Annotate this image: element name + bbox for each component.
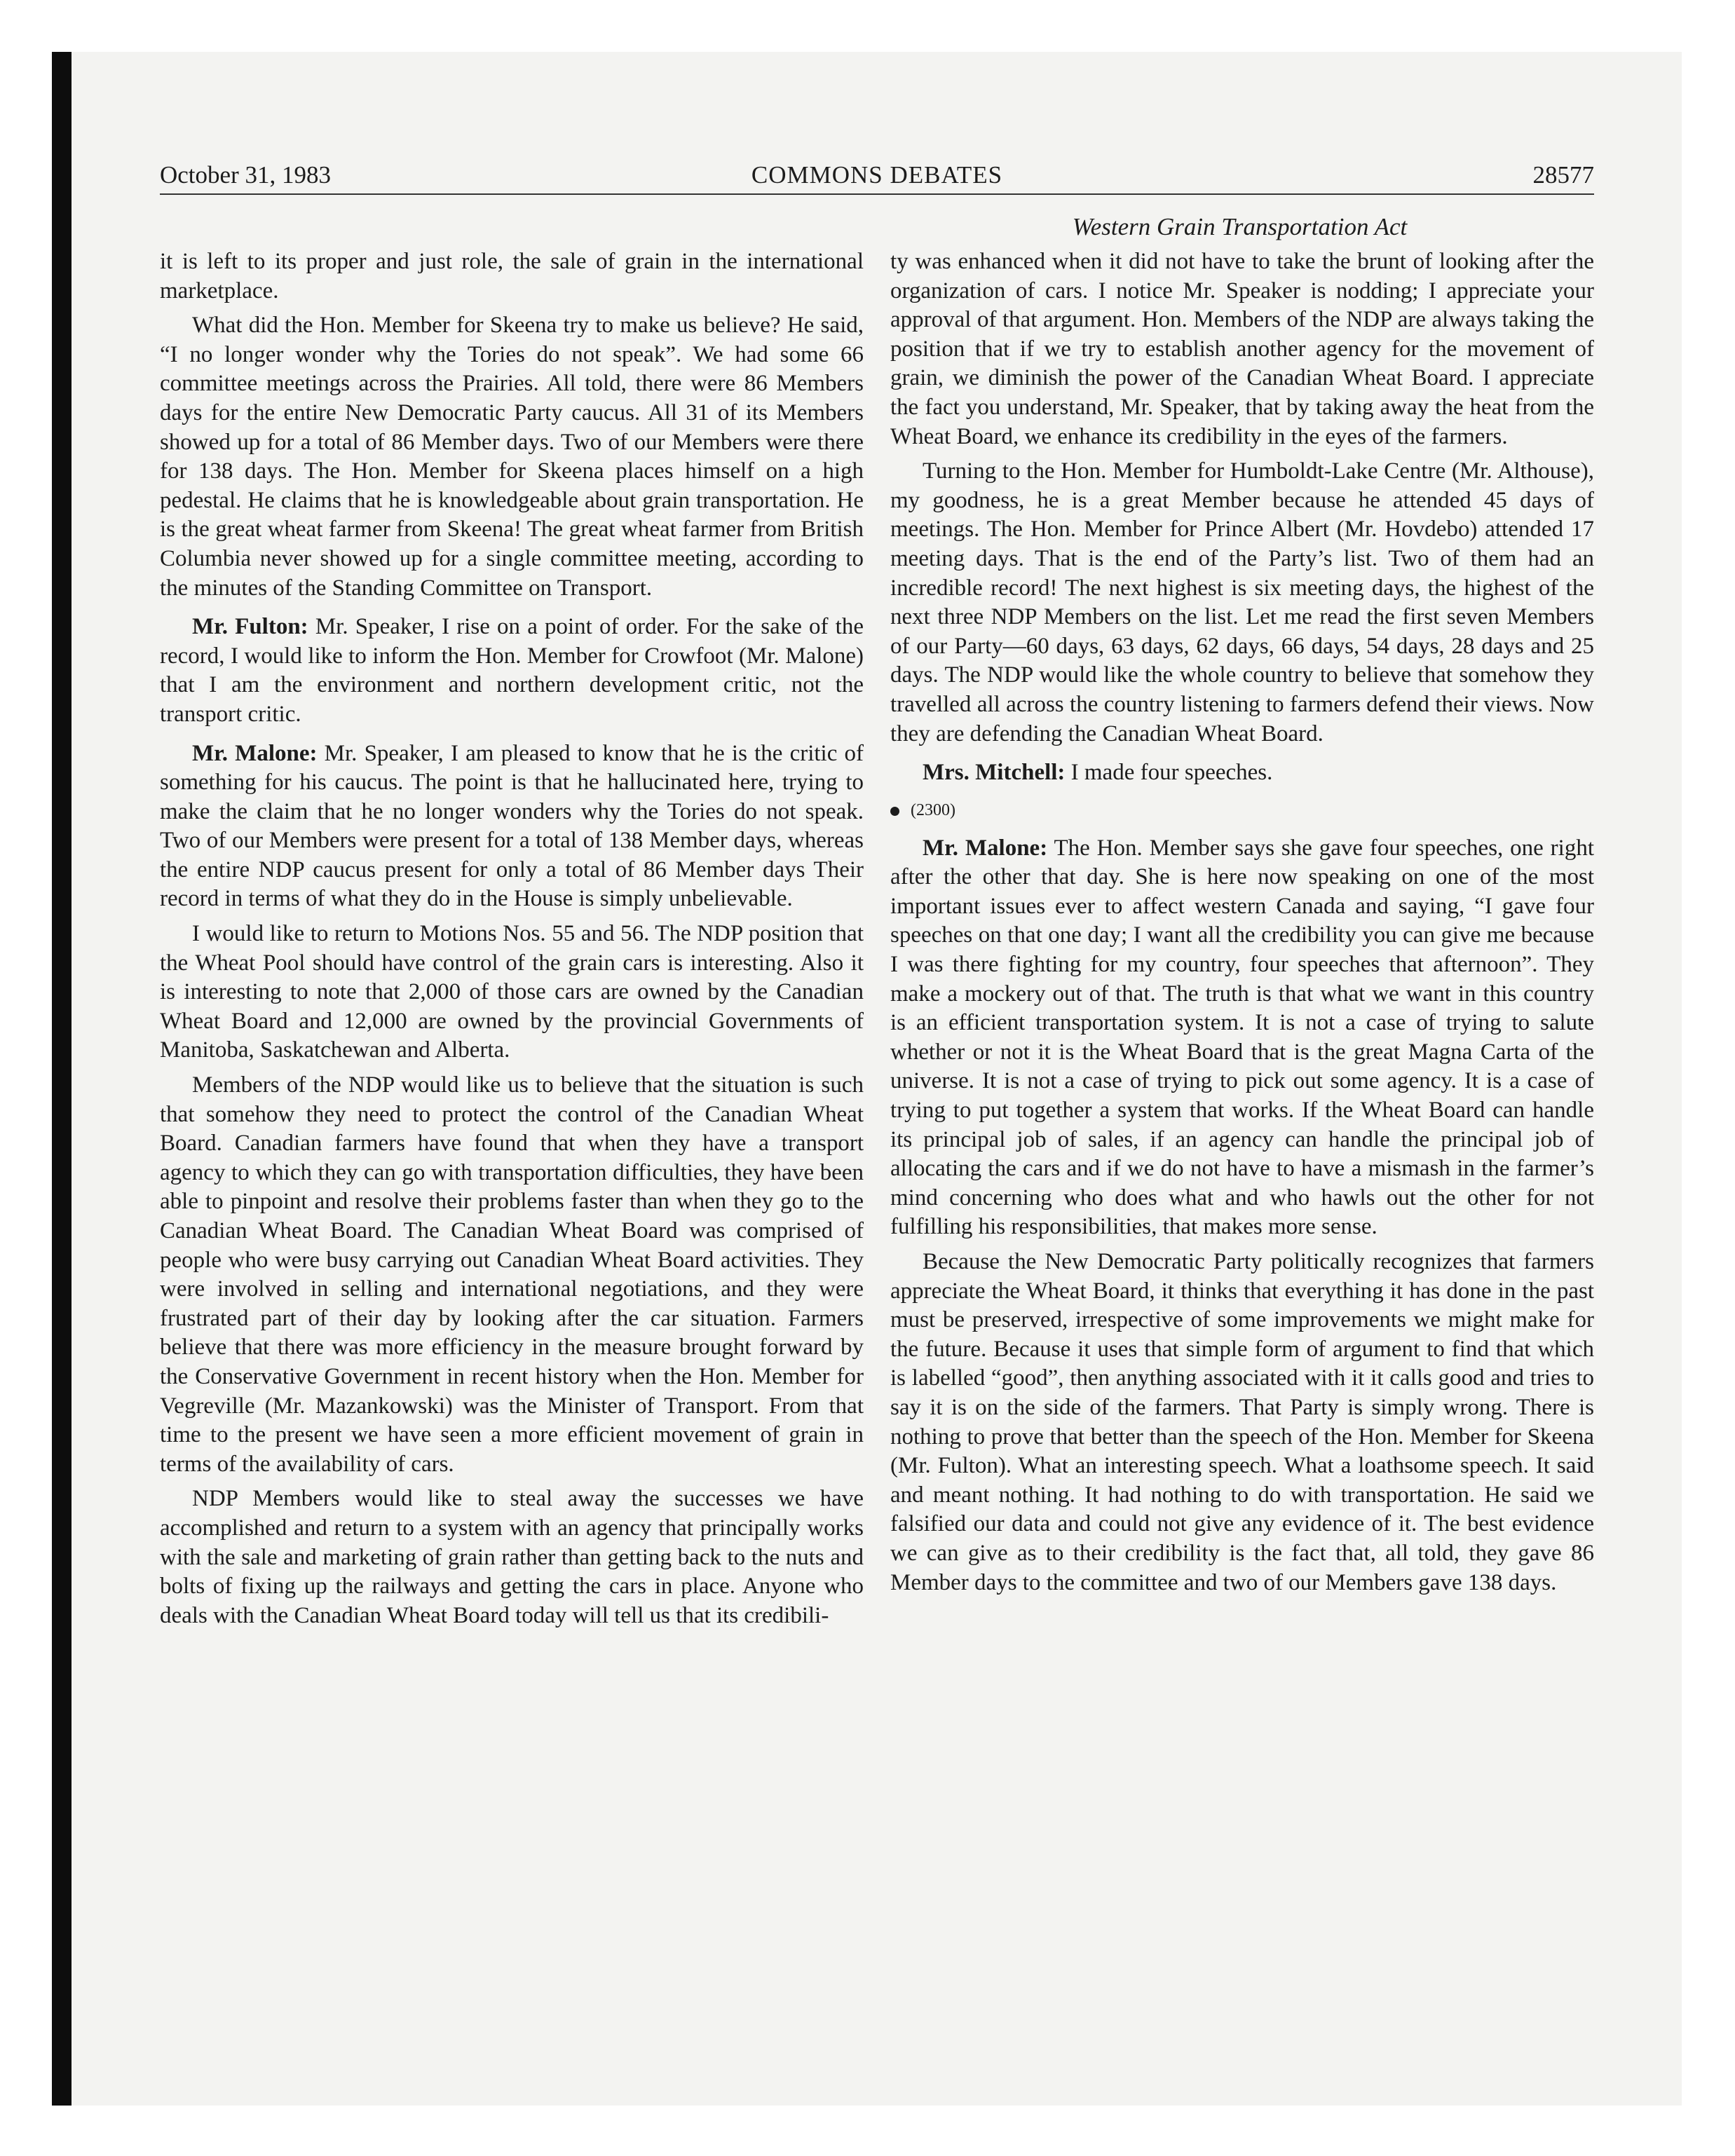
speech-paragraph bbox=[160, 739, 864, 915]
speech-paragraph bbox=[890, 758, 1594, 788]
right-column bbox=[890, 247, 1594, 1597]
paragraph: it is left to its proper and just role, the sale of grain in the international marketplace. bbox=[160, 249, 864, 303]
running-head: Western Grain Transportation Act bbox=[1072, 213, 1408, 240]
speech-text: The Hon. Member says she gave four speeches, one right after the other that day. She is here now speaking on one of the most important issues ever to affect western Canada and saying, “I gave four speeches on that one day; I want all the credibility you can give me because I was there fighting for my country, four speeches that afternoon”. They make a mockery out of that. The truth is that what we want in this country is an efficient transportation system. It is not a case of trying to salute whether or not it is the Wheat Board that is the great Magna Carta of the universe. It is not a case of trying to pick out some agency. It is a case of trying to put together a system that works. If the Wheat Board can handle its principal job of sales, if an agency can handle the principal job of allocating the cars and if we do not have to have a mismash in the farmer’s mind concerning who does what and who hawls out the other for not fulfilling his responsibilities, that makes more sense. bbox=[890, 835, 1594, 1240]
time-marker bbox=[890, 796, 1594, 824]
page-header bbox=[160, 158, 1594, 192]
paragraph: Members of the NDP would like us to believe that the situation is such that somehow they need to protect the control of the Canadian Wheat Board. Canadian farmers have found that when they have a transport agency to which they can go with transportation difficulties, they have been able to pinpoint and resolve their problems faster than when they go to the Canadian Wheat Board. The Canadian Wheat Board was comprised of people who were busy carrying out Canadian Wheat Board activities. They were involved in selling and international negotiations, and they were frustrated part of their day by looking after the car situation. Farmers believe that there was more efficiency in the measure brought forward by the Conservative Government in recent history when the Hon. Member for Vegreville (Mr. Mazankowski) was the Minister of Transport. From that time to the present we have seen a more efficient movement of grain in terms of the availability of cars. bbox=[160, 1072, 864, 1477]
speaker-name: Mr. Malone: bbox=[923, 835, 1048, 861]
left-column bbox=[160, 247, 864, 1630]
paragraph: I would like to return to Motions Nos. 55 and 56. The NDP position that the Wheat Pool should have control of the grain cars is interesting. Also it is interesting to note that 2,000 of those cars are owned by the Canadian Wheat Board and 12,000 are owned by the provincial Governments of Manitoba, Saskatchewan and Alberta. bbox=[160, 921, 864, 1063]
time-marker-text: (2300) bbox=[911, 800, 955, 819]
paragraph: ty was enhanced when it did not have to take the brunt of looking after the organization of cars. I notice Mr. Speaker is nodding; I appreciate your approval of that argument. Hon. Members of the NDP are always taking the position that if we try to establish another agency for the movement of grain, we diminish the power of the Canadian Wheat Board. I appreciate the fact you understand, Mr. Speaker, that by taking away the heat from the Wheat Board, we enhance its credibility in the eyes of the farmers. bbox=[890, 249, 1594, 449]
paragraph: NDP Members would like to steal away the successes we have accomplished and return to a system with an agency that principally works with the sale and marketing of grain rather than getting back to the nuts and bolts of fixing up the railways and getting the cars in place. Anyone who deals with the Canadian Wheat Board today will tell us that its credibili- bbox=[160, 1486, 864, 1628]
speech-text: Mr. Speaker, I am pleased to know that he is the critic of something for his caucus. The point is that he hallucinated here, trying to make the claim that he no longer wonders why the Tories do not speak. Two of our Members were present for a total of 138 Member days, whereas the entire NDP caucus present for only a total of 86 Member days Their record in terms of what they do in the House is simply unbelievable. bbox=[160, 740, 864, 912]
speech-text: I made four speeches. bbox=[1070, 760, 1273, 786]
paragraph: What did the Hon. Member for Skeena try to make us believe? He said, “I no longer wonder why the Tories do not speak”. We had some 66 committee meetings across the Prairies. All told, there were 86 Members days for the entire New Democratic Party caucus. All 31 of its Members showed up for a total of 86 Member days. Two of our Members were there for 138 days. The Hon. Member for Skeena places himself on a high pedestal. He claims that he is knowledgeable about grain transportation. He is the great wheat farmer from Skeena! The great wheat farmer from British Columbia never showed up for a single committee meeting, according to the minutes of the Standing Committee on Transport. bbox=[160, 313, 864, 601]
scan-edge-shadow bbox=[52, 52, 72, 2106]
header-date: October 31, 1983 bbox=[160, 161, 331, 189]
speech-paragraph bbox=[890, 834, 1594, 1242]
paragraph: Turning to the Hon. Member for Humboldt-Lake Centre (Mr. Althouse), my goodness, he is a great Member because he attended 45 days of meetings. The Hon. Member for Prince Albert (Mr. Hovdebo) attended 17 meeting days. That is the end of the Party’s list. Two of them had an incredible record! The next highest is six meeting days, the highest of the next three NDP Members on the list. Let me read the first seven Members of our Party—60 days, 63 days, 62 days, 66 days, 54 days, 28 days and 25 days. The NDP would like the whole country to believe that somehow they travelled all across the country listening to farmers defend their views. Now they are defending the Canadian Wheat Board. bbox=[890, 458, 1594, 746]
speaker-name: Mr. Fulton: bbox=[192, 614, 308, 640]
speech-paragraph bbox=[160, 613, 864, 729]
speech-text: Mr. Speaker, I rise on a point of order. For the sake of the record, I would like to inform the Hon. Member for Crowfoot (Mr. Malone) that I am the environment and northern development critic, not the transport critic. bbox=[160, 614, 864, 727]
header-title: COMMONS DEBATES bbox=[751, 161, 1003, 189]
speaker-name: Mrs. Mitchell: bbox=[923, 760, 1066, 786]
speaker-name: Mr. Malone: bbox=[192, 740, 318, 766]
bullet-icon bbox=[890, 807, 899, 816]
header-rule bbox=[160, 193, 1594, 195]
paragraph: Because the New Democratic Party politically recognizes that farmers appreciate the Wheat Board, it thinks that everything it has done in the past must be preserved, irrespective of some improvements we might make for the future. Because it uses that simple form of argument to find that which is labelled “good”, then anything associated with it it calls good and tries to say it is on the side of the farmers. That Party is simply wrong. There is nothing to prove that better than the speech of the Hon. Member for Skeena (Mr. Fulton). What an interesting speech. What a loathsome speech. It said and meant nothing. It had nothing to do with transportation. He said we falsified our data and could not give any evidence of it. The best evidence we can give as to their credibility is the fact that, all told, they gave 86 Member days to the committee and two of our Members gave 138 days. bbox=[890, 1249, 1594, 1595]
page-number: 28577 bbox=[1532, 161, 1594, 189]
